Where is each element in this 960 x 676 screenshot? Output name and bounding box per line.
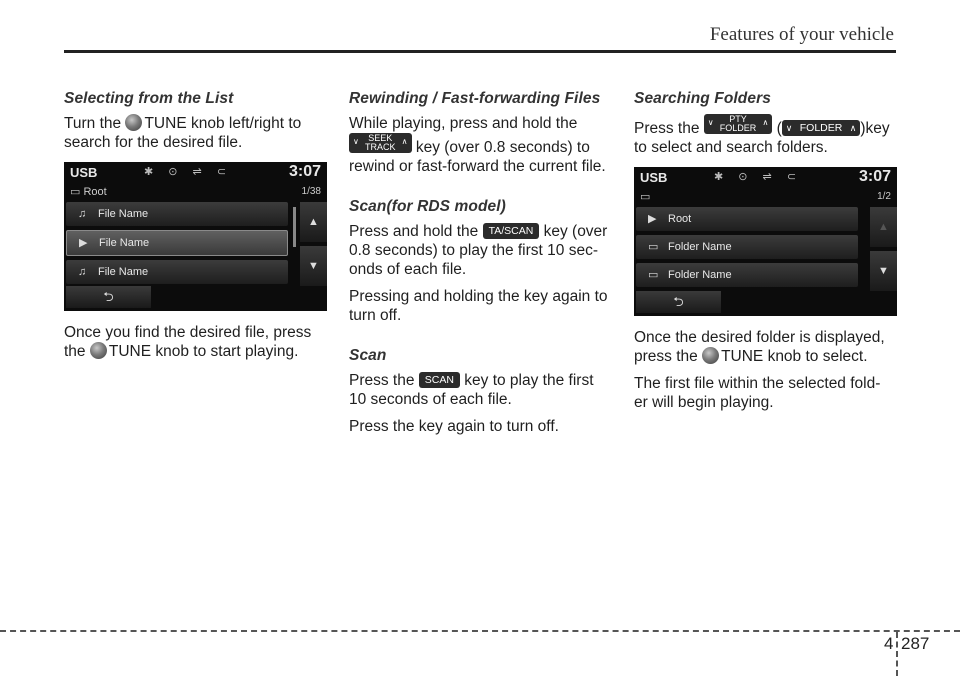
chevron-up-icon: ∧ xyxy=(849,123,857,133)
key-label: FOLDER xyxy=(799,122,843,134)
scan-key: SCAN xyxy=(419,372,460,388)
text: key to play the first 10 seconds of each file. xyxy=(349,372,594,408)
heading-scan-rds: Scan(for RDS model) xyxy=(349,198,506,215)
list-count: 1/2 xyxy=(877,191,891,202)
paragraph-first-file: The first file within the selected fold- er will begin playing. xyxy=(634,375,881,411)
text: Once you find the desired file, press the xyxy=(64,324,312,360)
chevron-down-icon: ∨ xyxy=(707,118,714,127)
scroll-down-button[interactable]: ▼ xyxy=(300,246,327,286)
list-item-label: Folder Name xyxy=(668,241,732,253)
text: TUNE knob to start playing. xyxy=(108,343,299,360)
back-button[interactable]: ⮌ xyxy=(66,286,151,308)
scroll-up-button[interactable]: ▲ xyxy=(300,202,327,242)
folder-path xyxy=(640,190,650,203)
list-item-label: File Name xyxy=(98,266,149,278)
text: Press the xyxy=(634,120,704,137)
folder-icon: ▭ xyxy=(70,186,84,198)
status-icons: ✱ ⊙ ⇌ ⊂ xyxy=(144,166,233,178)
list-item[interactable] xyxy=(636,207,858,231)
footer-rule xyxy=(0,630,960,632)
play-icon: ▶ xyxy=(648,213,657,225)
status-icons: ✱ ⊙ ⇌ ⊂ xyxy=(714,171,803,183)
text: Press and hold the xyxy=(349,223,483,240)
column-selecting-list xyxy=(64,90,328,369)
screen-title: USB xyxy=(640,170,668,185)
page-number: 287 xyxy=(901,634,930,653)
ta-scan-key: TA/SCAN xyxy=(483,223,540,239)
paragraph-rewind xyxy=(349,114,613,176)
tune-knob-icon xyxy=(702,347,719,364)
folder-path xyxy=(70,185,107,198)
scrollbar[interactable] xyxy=(293,207,296,247)
list-item[interactable] xyxy=(66,202,288,226)
text: key (over 0.8 seconds) to play the first 10 sec- onds of each file. xyxy=(349,223,608,278)
column-rewind-scan xyxy=(349,90,613,444)
column-searching-folders xyxy=(634,90,898,420)
paragraph-scan-off: Pressing and holding the key again to turn off. xyxy=(349,288,608,324)
screen-status-bar xyxy=(64,162,327,184)
paragraph-scan-rds xyxy=(349,222,613,279)
text: ( xyxy=(772,120,782,137)
footer-divider xyxy=(896,632,898,676)
paragraph-start-playing xyxy=(64,323,328,361)
text: Once the desired folder is displayed, press the xyxy=(634,329,885,365)
folder-icon: ▭ xyxy=(640,191,651,203)
pty-folder-key xyxy=(704,114,773,134)
seek-track-key xyxy=(349,133,412,153)
paragraph-folder-keys xyxy=(634,114,898,157)
key-label: PTY xyxy=(729,114,747,124)
key-label: FOLDER xyxy=(719,123,757,133)
heading-selecting-list: Selecting from the List xyxy=(64,90,234,107)
music-note-icon: ♫ xyxy=(78,266,87,278)
list-item-label: Root xyxy=(668,213,692,225)
paragraph-turn-tune xyxy=(64,114,328,152)
text: key (over 0.8 seconds) to rewind or fast-forward the current file. xyxy=(349,139,606,175)
chevron-down-icon: ∨ xyxy=(353,137,359,146)
folder-path-label: Root xyxy=(83,186,107,198)
chapter-number: 4 xyxy=(884,634,894,653)
list-count: 1/38 xyxy=(301,186,321,197)
list-item[interactable] xyxy=(66,260,288,284)
list-item-label: File Name xyxy=(98,208,149,220)
folder-icon: ▭ xyxy=(648,241,659,253)
paragraph-folder-displayed xyxy=(634,328,898,366)
list-item-label: File Name xyxy=(99,237,150,249)
list-item[interactable] xyxy=(636,235,858,259)
music-note-icon: ♫ xyxy=(78,208,87,220)
screen-clock: 3:07 xyxy=(288,163,321,180)
play-icon: ▶ xyxy=(79,237,88,249)
text: TUNE knob to select. xyxy=(721,348,868,365)
scroll-down-button[interactable]: ▼ xyxy=(870,251,897,291)
text: While playing, press and hold the xyxy=(349,115,578,132)
list-item-label: Folder Name xyxy=(668,269,732,281)
paragraph-scan xyxy=(349,371,613,409)
folder-key xyxy=(782,120,861,136)
back-button[interactable]: ⮌ xyxy=(636,291,721,313)
text: )key to select and search folders. xyxy=(634,120,890,156)
screen-status-bar xyxy=(634,167,897,189)
key-label: TRACK xyxy=(365,142,396,152)
heading-rewind: Rewinding / Fast-forwarding Files xyxy=(349,90,601,107)
key-label: SEEK xyxy=(368,133,393,143)
usb-folder-list-screen xyxy=(634,167,897,316)
file-list xyxy=(66,202,288,288)
folder-list xyxy=(636,207,858,291)
chevron-up-icon: ∧ xyxy=(762,118,769,127)
text: Turn the xyxy=(64,115,126,132)
folder-icon: ▭ xyxy=(648,269,659,281)
heading-scan: Scan xyxy=(349,347,387,364)
chevron-up-icon: ∧ xyxy=(401,137,408,146)
text: TUNE knob left/right to search for the desired file. xyxy=(64,115,302,151)
heading-searching-folders: Searching Folders xyxy=(634,90,771,107)
chevron-down-icon: ∨ xyxy=(785,123,793,133)
list-item-selected[interactable] xyxy=(66,230,288,256)
page-header-title: Features of your vehicle xyxy=(709,24,894,45)
tune-knob-icon xyxy=(125,114,142,131)
paragraph-scan-turn-off: Press the key again to turn off. xyxy=(349,418,559,435)
tune-knob-icon xyxy=(90,342,107,359)
scroll-up-button[interactable]: ▲ xyxy=(870,207,897,247)
usb-file-list-screen xyxy=(64,162,327,311)
screen-clock: 3:07 xyxy=(858,168,891,185)
list-item[interactable] xyxy=(636,263,858,287)
text: Press the xyxy=(349,372,419,389)
header-rule xyxy=(64,50,896,53)
screen-title: USB xyxy=(70,165,98,180)
